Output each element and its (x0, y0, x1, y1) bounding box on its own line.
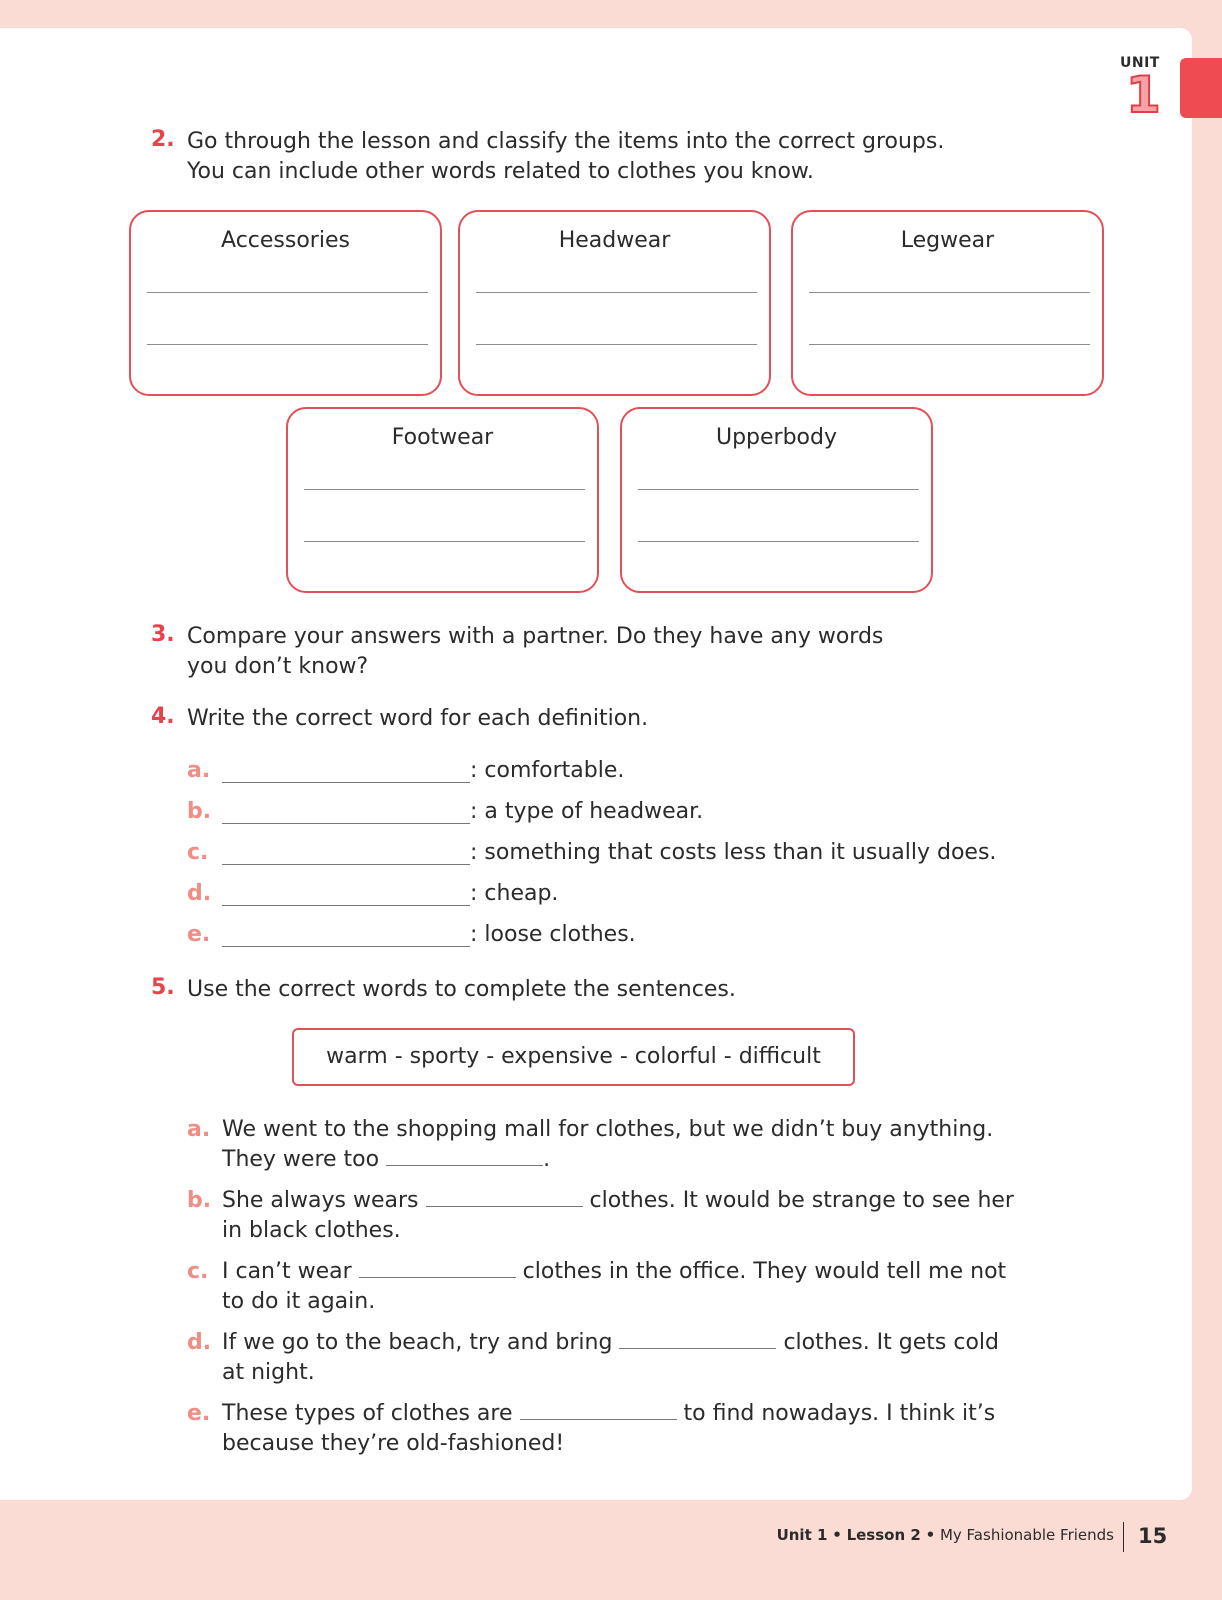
sentence-text: These types of clothes are (222, 1401, 513, 1426)
definition-item (187, 758, 1087, 788)
sentence-text: We went to the shopping mall for clothes, but we didn’t buy anything. (222, 1117, 994, 1142)
unit-label: UNIT (1120, 55, 1160, 71)
category-box-footwear (286, 407, 599, 593)
sentence-text: at night. (222, 1360, 315, 1385)
sentence-text: She always wears (222, 1188, 419, 1213)
sentence-text: clothes. It would be strange to see her (589, 1188, 1014, 1213)
footer-bullet: • (925, 1526, 936, 1544)
answer-blank[interactable] (222, 864, 470, 865)
footer-lesson: Lesson 2 (846, 1526, 921, 1544)
footer-unit: Unit 1 (776, 1526, 828, 1544)
sentence-text: to find nowadays. I think it’s (683, 1401, 996, 1426)
footer-bullet: • (832, 1526, 842, 1544)
category-title: Upperbody (715, 425, 838, 450)
page-number: 15 (1138, 1524, 1168, 1548)
definition-text: : something that costs less than it usually does. (470, 840, 997, 865)
answer-line[interactable] (809, 344, 1090, 345)
category-title: Footwear (391, 425, 494, 450)
q5-number: 5. (151, 975, 175, 1000)
sentence-text: to do it again. (222, 1289, 376, 1314)
definition-item (187, 799, 1087, 829)
sentence-text: clothes in the office. They would tell me not (522, 1259, 1007, 1284)
answer-blank[interactable] (520, 1418, 677, 1420)
word-bank: warm - sporty - expensive - colorful - difficult (292, 1028, 855, 1086)
item-letter: a. (187, 758, 211, 783)
item-letter: c. (187, 840, 209, 865)
answer-blank[interactable] (222, 782, 470, 783)
item-letter: c. (187, 1259, 209, 1284)
category-box-accessories (129, 210, 442, 396)
answer-blank[interactable] (222, 946, 470, 947)
answer-line[interactable] (476, 292, 757, 293)
sentence-text: . (543, 1147, 551, 1172)
sentence-text: If we go to the beach, try and bring (222, 1330, 613, 1355)
definition-text: : comfortable. (470, 758, 625, 783)
item-letter: d. (187, 1330, 212, 1355)
q5-instruction: Use the correct words to complete the sentences. (187, 977, 736, 1002)
footer-title: My Fashionable Friends (939, 1526, 1114, 1544)
sentence-text: They were too (222, 1147, 380, 1172)
q4-number: 4. (151, 704, 175, 729)
definition-text: : cheap. (470, 881, 559, 906)
definition-item (187, 922, 1087, 952)
sentence-text: I can’t wear (222, 1259, 352, 1284)
category-title: Legwear (900, 228, 995, 253)
item-letter: a. (187, 1117, 211, 1142)
item-letter: b. (187, 1188, 212, 1213)
footer-divider (1123, 1522, 1124, 1552)
category-title: Accessories (221, 228, 350, 253)
unit-number: 1 (1126, 66, 1161, 124)
item-letter: e. (187, 922, 211, 947)
footer-lesson-info (777, 1526, 1114, 1544)
item-letter: d. (187, 881, 212, 906)
answer-line[interactable] (304, 489, 585, 490)
answer-blank[interactable] (619, 1347, 776, 1349)
definition-text: : a type of headwear. (470, 799, 704, 824)
unit-tab-marker (1180, 58, 1222, 118)
q4-instruction: Write the correct word for each definition. (187, 706, 649, 731)
category-box-legwear (791, 210, 1104, 396)
answer-line[interactable] (147, 292, 428, 293)
answer-line[interactable] (638, 541, 919, 542)
answer-blank[interactable] (386, 1164, 543, 1166)
sentence-text: in black clothes. (222, 1218, 401, 1243)
item-letter: b. (187, 799, 212, 824)
category-box-headwear (458, 210, 771, 396)
answer-line[interactable] (304, 541, 585, 542)
answer-blank[interactable] (359, 1276, 516, 1278)
page-footer (0, 1522, 1222, 1552)
category-title: Headwear (558, 228, 671, 253)
sentence-text: because they’re old-fashioned! (222, 1431, 565, 1456)
sentence-text: clothes. It gets cold (783, 1330, 999, 1355)
definition-text: : loose clothes. (470, 922, 636, 947)
answer-blank[interactable] (222, 905, 470, 906)
q2-line2: You can include other words related to clothes you know. (187, 159, 814, 184)
answer-line[interactable] (147, 344, 428, 345)
category-box-upperbody (620, 407, 933, 593)
item-letter: e. (187, 1401, 211, 1426)
answer-line[interactable] (809, 292, 1090, 293)
answer-blank[interactable] (222, 823, 470, 824)
definition-item (187, 881, 1087, 911)
answer-line[interactable] (638, 489, 919, 490)
q3-line1: Compare your answers with a partner. Do they have any words (187, 624, 884, 649)
q3-line2: you don’t know? (187, 654, 369, 679)
q2-line1: Go through the lesson and classify the items into the correct groups. (187, 129, 945, 154)
answer-blank[interactable] (426, 1205, 583, 1207)
answer-line[interactable] (476, 344, 757, 345)
q3-number: 3. (151, 622, 175, 647)
definition-item (187, 840, 1087, 870)
q2-number: 2. (151, 127, 175, 152)
